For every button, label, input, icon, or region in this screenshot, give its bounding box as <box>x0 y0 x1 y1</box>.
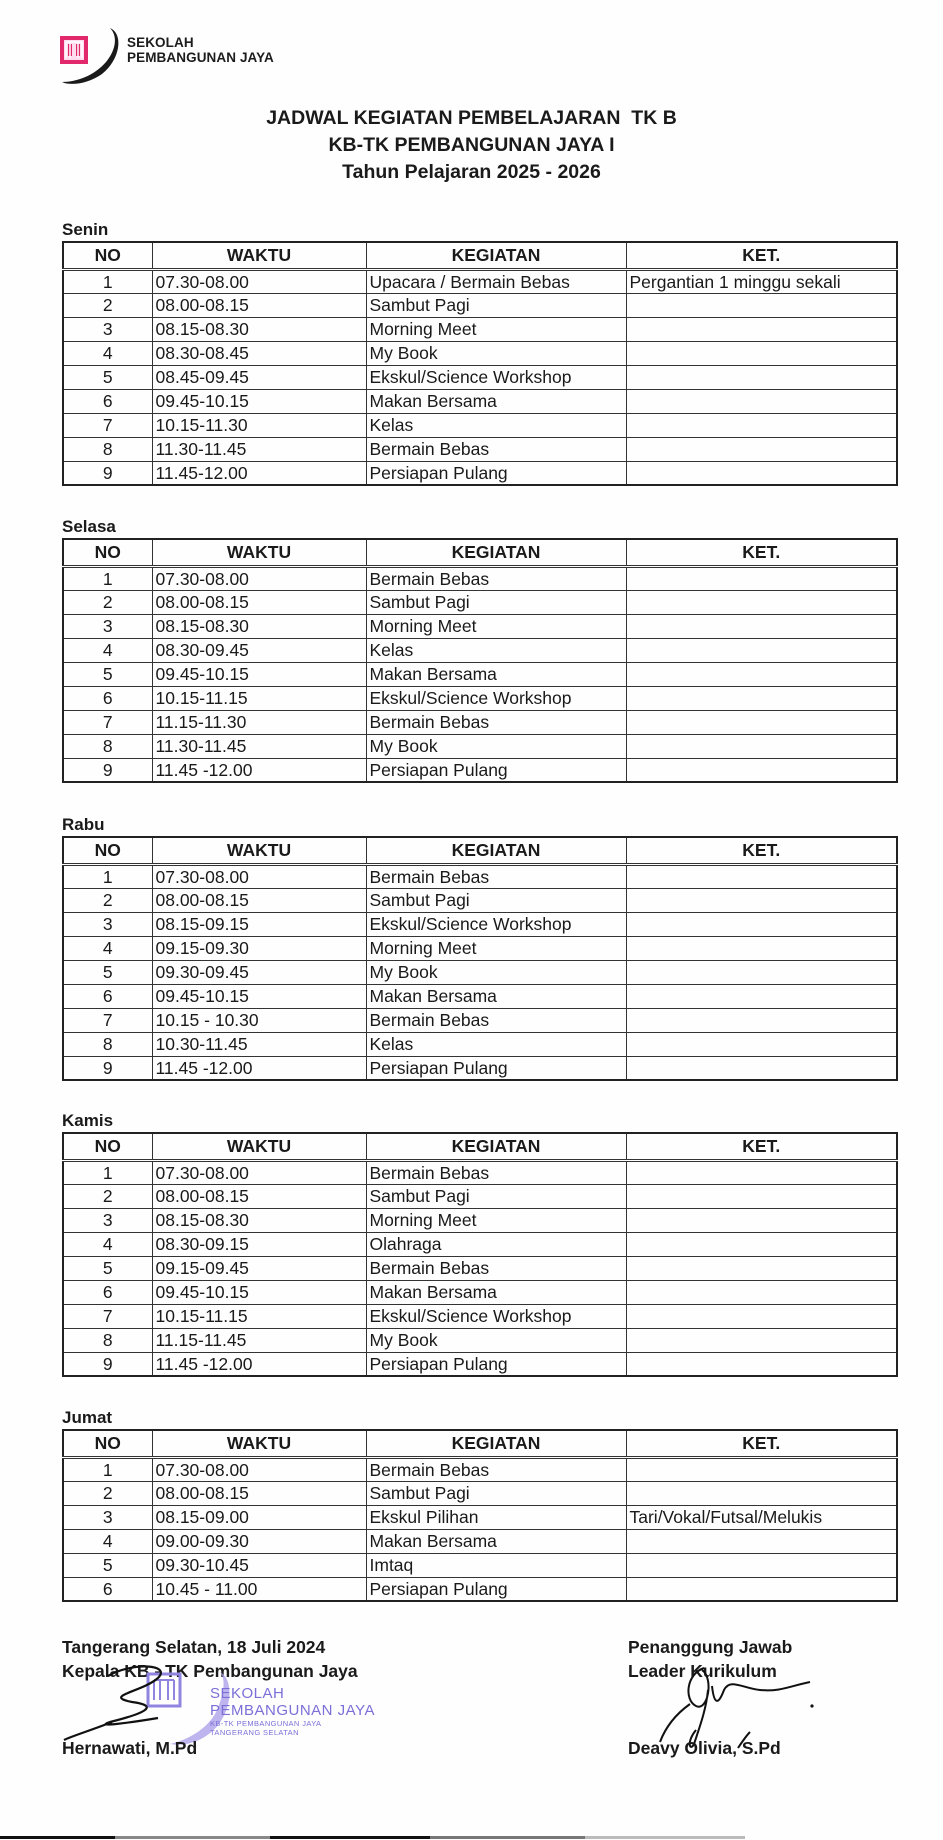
cell-waktu: 09.30-10.45 <box>152 1553 366 1577</box>
cell-ket <box>626 1481 897 1505</box>
signatory-name-right: Deavy Olivia, S.Pd <box>628 1738 781 1758</box>
table-row <box>63 437 897 461</box>
cell-kegiatan: Makan Bersama <box>366 662 626 686</box>
cell-ket <box>626 1160 897 1184</box>
cell-kegiatan: Makan Bersama <box>366 1280 626 1304</box>
cell-waktu: 09.30-09.45 <box>152 960 366 984</box>
cell-waktu: 11.30-11.45 <box>152 734 366 758</box>
cell-waktu: 08.15-08.30 <box>152 1208 366 1232</box>
cell-ket <box>626 365 897 389</box>
col-header-ket: KET. <box>626 242 897 269</box>
stamp-line4: TANGERANG SELATAN <box>210 1728 299 1737</box>
title-right: Penanggung Jawab <box>628 1637 793 1657</box>
cell-kegiatan: Makan Bersama <box>366 389 626 413</box>
cell-ket <box>626 317 897 341</box>
role-left: Kepala KB - TK Pembangunan Jaya <box>62 1661 358 1681</box>
cell-ket <box>626 686 897 710</box>
table-row <box>63 1505 897 1529</box>
cell-ket <box>626 936 897 960</box>
title-line1: JADWAL KEGIATAN PEMBELAJARAN TK B <box>266 107 677 129</box>
document-title <box>0 105 943 186</box>
cell-no: 6 <box>63 1280 152 1304</box>
table-row <box>63 1553 897 1577</box>
col-header-no: NO <box>63 1430 152 1457</box>
table-row <box>63 1457 897 1481</box>
cell-kegiatan: Morning Meet <box>366 1208 626 1232</box>
cell-no: 1 <box>63 1457 152 1481</box>
cell-waktu: 07.30-08.00 <box>152 1160 366 1184</box>
cell-waktu: 11.15-11.45 <box>152 1328 366 1352</box>
cell-kegiatan: Sambut Pagi <box>366 590 626 614</box>
day-section-senin <box>62 220 896 486</box>
cell-waktu: 11.30-11.45 <box>152 437 366 461</box>
table-row <box>63 912 897 936</box>
table-row <box>63 1328 897 1352</box>
col-header-waktu: WAKTU <box>152 242 366 269</box>
cell-no: 4 <box>63 1529 152 1553</box>
school-logo-icon <box>58 26 124 86</box>
cell-ket <box>626 912 897 936</box>
col-header-kegiatan: KEGIATAN <box>366 837 626 864</box>
table-row <box>63 864 897 888</box>
cell-kegiatan: Upacara / Bermain Bebas <box>366 269 626 293</box>
day-section-selasa <box>62 517 896 783</box>
cell-kegiatan: Ekskul Pilihan <box>366 1505 626 1529</box>
cell-ket <box>626 590 897 614</box>
table-row <box>63 389 897 413</box>
cell-ket <box>626 389 897 413</box>
table-row <box>63 662 897 686</box>
cell-kegiatan: Morning Meet <box>366 614 626 638</box>
cell-waktu: 09.00-09.30 <box>152 1529 366 1553</box>
table-row <box>63 365 897 389</box>
day-label: Kamis <box>62 1111 114 1130</box>
signatory-name-left: Hernawati, M.Pd <box>62 1738 198 1758</box>
cell-ket <box>626 960 897 984</box>
cell-waktu: 09.15-09.30 <box>152 936 366 960</box>
table-row <box>63 638 897 662</box>
cell-kegiatan: Sambut Pagi <box>366 1481 626 1505</box>
cell-no: 6 <box>63 984 152 1008</box>
col-header-no: NO <box>63 1133 152 1160</box>
table-row <box>63 1008 897 1032</box>
col-header-ket: KET. <box>626 1133 897 1160</box>
table-header-row <box>63 837 897 864</box>
schedule-table <box>62 1429 898 1602</box>
cell-waktu: 11.45 -12.00 <box>152 1056 366 1080</box>
cell-no: 9 <box>63 1056 152 1080</box>
col-header-kegiatan: KEGIATAN <box>366 1430 626 1457</box>
table-row <box>63 1481 897 1505</box>
table-header-row <box>63 539 897 566</box>
cell-ket <box>626 341 897 365</box>
page-bottom-edge <box>0 1836 943 1839</box>
cell-kegiatan: Imtaq <box>366 1553 626 1577</box>
cell-waktu: 09.15-09.45 <box>152 1256 366 1280</box>
cell-kegiatan: Ekskul/Science Workshop <box>366 1304 626 1328</box>
cell-ket <box>626 293 897 317</box>
cell-kegiatan: Makan Bersama <box>366 1529 626 1553</box>
cell-waktu: 09.45-10.15 <box>152 389 366 413</box>
col-header-kegiatan: KEGIATAN <box>366 242 626 269</box>
stamp-text <box>210 1686 375 1737</box>
cell-no: 5 <box>63 1256 152 1280</box>
day-section-rabu <box>62 815 896 1081</box>
schedule-table <box>62 836 898 1081</box>
table-row <box>63 1056 897 1080</box>
cell-waktu: 11.15-11.30 <box>152 710 366 734</box>
cell-no: 3 <box>63 912 152 936</box>
cell-ket <box>626 888 897 912</box>
table-row <box>63 461 897 485</box>
col-header-ket: KET. <box>626 1430 897 1457</box>
cell-waktu: 09.45-10.15 <box>152 984 366 1008</box>
table-row <box>63 1184 897 1208</box>
cell-no: 8 <box>63 437 152 461</box>
table-header-row <box>63 242 897 269</box>
cell-waktu: 08.30-09.15 <box>152 1232 366 1256</box>
cell-no: 8 <box>63 1328 152 1352</box>
table-row <box>63 960 897 984</box>
cell-no: 5 <box>63 662 152 686</box>
cell-kegiatan: Ekskul/Science Workshop <box>366 912 626 936</box>
table-header-row <box>63 1133 897 1160</box>
cell-ket <box>626 1328 897 1352</box>
cell-no: 7 <box>63 710 152 734</box>
cell-ket <box>626 1529 897 1553</box>
cell-waktu: 08.15-08.30 <box>152 614 366 638</box>
cell-waktu: 08.00-08.15 <box>152 1481 366 1505</box>
cell-no: 3 <box>63 1208 152 1232</box>
cell-kegiatan: Morning Meet <box>366 936 626 960</box>
cell-waktu: 08.15-09.00 <box>152 1505 366 1529</box>
cell-kegiatan: Makan Bersama <box>366 984 626 1008</box>
schedule-table <box>62 241 898 486</box>
cell-ket <box>626 984 897 1008</box>
cell-no: 9 <box>63 461 152 485</box>
table-row <box>63 1529 897 1553</box>
cell-no: 8 <box>63 1032 152 1056</box>
table-row <box>63 1352 897 1376</box>
cell-no: 3 <box>63 614 152 638</box>
cell-ket <box>626 1008 897 1032</box>
cell-no: 2 <box>63 1184 152 1208</box>
cell-waktu: 10.15-11.30 <box>152 413 366 437</box>
cell-waktu: 11.45-12.00 <box>152 461 366 485</box>
cell-waktu: 07.30-08.00 <box>152 1457 366 1481</box>
school-name-line1: SEKOLAH <box>127 35 194 50</box>
col-header-ket: KET. <box>626 837 897 864</box>
table-row <box>63 1577 897 1601</box>
table-row <box>63 1280 897 1304</box>
cell-ket <box>626 638 897 662</box>
cell-kegiatan: Bermain Bebas <box>366 1008 626 1032</box>
cell-ket <box>626 758 897 782</box>
cell-ket <box>626 1032 897 1056</box>
school-name <box>127 35 274 65</box>
cell-no: 5 <box>63 960 152 984</box>
table-row <box>63 566 897 590</box>
cell-ket <box>626 1232 897 1256</box>
col-header-waktu: WAKTU <box>152 1133 366 1160</box>
table-row <box>63 293 897 317</box>
table-row <box>63 317 897 341</box>
place-date: Tangerang Selatan, 18 Juli 2024 <box>62 1637 326 1657</box>
cell-no: 4 <box>63 1232 152 1256</box>
cell-no: 7 <box>63 1304 152 1328</box>
cell-ket <box>626 566 897 590</box>
cell-waktu: 08.45-09.45 <box>152 365 366 389</box>
cell-ket <box>626 1208 897 1232</box>
cell-waktu: 08.00-08.15 <box>152 293 366 317</box>
cell-waktu: 08.00-08.15 <box>152 1184 366 1208</box>
table-row <box>63 341 897 365</box>
col-header-no: NO <box>63 242 152 269</box>
cell-kegiatan: Kelas <box>366 413 626 437</box>
day-label: Senin <box>62 220 109 239</box>
cell-kegiatan: Sambut Pagi <box>366 1184 626 1208</box>
cell-waktu: 11.45 -12.00 <box>152 1352 366 1376</box>
col-header-kegiatan: KEGIATAN <box>366 539 626 566</box>
cell-no: 8 <box>63 734 152 758</box>
cell-kegiatan: My Book <box>366 960 626 984</box>
cell-no: 7 <box>63 1008 152 1032</box>
cell-ket <box>626 1056 897 1080</box>
cell-no: 5 <box>63 1553 152 1577</box>
cell-no: 2 <box>63 888 152 912</box>
cell-no: 1 <box>63 864 152 888</box>
cell-ket <box>626 1280 897 1304</box>
cell-kegiatan: Ekskul/Science Workshop <box>366 365 626 389</box>
cell-no: 4 <box>63 341 152 365</box>
cell-ket <box>626 734 897 758</box>
day-label: Jumat <box>62 1408 113 1427</box>
cell-no: 1 <box>63 269 152 293</box>
cell-ket <box>626 1553 897 1577</box>
col-header-waktu: WAKTU <box>152 1430 366 1457</box>
cell-no: 2 <box>63 1481 152 1505</box>
col-header-kegiatan: KEGIATAN <box>366 1133 626 1160</box>
cell-kegiatan: Persiapan Pulang <box>366 1352 626 1376</box>
col-header-no: NO <box>63 539 152 566</box>
cell-ket <box>626 437 897 461</box>
cell-ket: Tari/Vokal/Futsal/Melukis <box>626 1505 897 1529</box>
cell-ket <box>626 1256 897 1280</box>
cell-ket <box>626 1457 897 1481</box>
cell-waktu: 08.15-08.30 <box>152 317 366 341</box>
cell-waktu: 10.15-11.15 <box>152 1304 366 1328</box>
cell-waktu: 10.45 - 11.00 <box>152 1577 366 1601</box>
cell-ket <box>626 1577 897 1601</box>
cell-waktu: 08.00-08.15 <box>152 888 366 912</box>
signature-block-right <box>628 1635 792 1683</box>
cell-no: 3 <box>63 1505 152 1529</box>
cell-kegiatan: Bermain Bebas <box>366 1160 626 1184</box>
school-name-line2: PEMBANGUNAN JAYA <box>127 50 274 65</box>
cell-kegiatan: My Book <box>366 341 626 365</box>
cell-no: 6 <box>63 389 152 413</box>
col-header-ket: KET. <box>626 539 897 566</box>
cell-ket <box>626 662 897 686</box>
table-row <box>63 614 897 638</box>
cell-kegiatan: Persiapan Pulang <box>366 461 626 485</box>
cell-kegiatan: Bermain Bebas <box>366 864 626 888</box>
cell-kegiatan: Sambut Pagi <box>366 293 626 317</box>
cell-waktu: 08.30-09.45 <box>152 638 366 662</box>
table-row <box>63 936 897 960</box>
day-section-kamis <box>62 1111 896 1377</box>
cell-no: 9 <box>63 758 152 782</box>
cell-no: 2 <box>63 590 152 614</box>
cell-no: 2 <box>63 293 152 317</box>
cell-kegiatan: Persiapan Pulang <box>366 1577 626 1601</box>
title-line2: KB-TK PEMBANGUNAN JAYA I <box>328 134 615 156</box>
cell-kegiatan: Kelas <box>366 1032 626 1056</box>
cell-kegiatan: Bermain Bebas <box>366 566 626 590</box>
table-row <box>63 734 897 758</box>
cell-kegiatan: My Book <box>366 734 626 758</box>
cell-waktu: 08.30-08.45 <box>152 341 366 365</box>
cell-ket <box>626 710 897 734</box>
cell-waktu: 10.30-11.45 <box>152 1032 366 1056</box>
cell-waktu: 08.00-08.15 <box>152 590 366 614</box>
cell-kegiatan: Persiapan Pulang <box>366 758 626 782</box>
table-row <box>63 590 897 614</box>
cell-kegiatan: Morning Meet <box>366 317 626 341</box>
cell-ket <box>626 614 897 638</box>
table-row <box>63 888 897 912</box>
table-row <box>63 758 897 782</box>
day-label: Rabu <box>62 815 105 834</box>
schedule-table <box>62 1132 898 1377</box>
cell-kegiatan: Bermain Bebas <box>366 437 626 461</box>
table-row <box>63 1208 897 1232</box>
cell-ket <box>626 1184 897 1208</box>
col-header-no: NO <box>63 837 152 864</box>
cell-no: 9 <box>63 1352 152 1376</box>
table-row <box>63 413 897 437</box>
cell-waktu: 09.45-10.15 <box>152 662 366 686</box>
cell-waktu: 07.30-08.00 <box>152 269 366 293</box>
cell-kegiatan: Kelas <box>366 638 626 662</box>
cell-no: 6 <box>63 1577 152 1601</box>
cell-kegiatan: Sambut Pagi <box>366 888 626 912</box>
cell-kegiatan: Bermain Bebas <box>366 1256 626 1280</box>
table-row <box>63 1256 897 1280</box>
col-header-waktu: WAKTU <box>152 837 366 864</box>
cell-ket <box>626 413 897 437</box>
cell-ket <box>626 461 897 485</box>
cell-waktu: 07.30-08.00 <box>152 566 366 590</box>
cell-waktu: 07.30-08.00 <box>152 864 366 888</box>
table-row <box>63 1304 897 1328</box>
schedule-table <box>62 538 898 783</box>
title-line3: Tahun Pelajaran 2025 - 2026 <box>342 161 601 183</box>
stamp-line3: KB-TK PEMBANGUNAN JAYA <box>210 1719 322 1728</box>
stamp-line1: SEKOLAH <box>210 1685 285 1702</box>
cell-waktu: 10.15 - 10.30 <box>152 1008 366 1032</box>
cell-kegiatan: Ekskul/Science Workshop <box>366 686 626 710</box>
col-header-waktu: WAKTU <box>152 539 366 566</box>
cell-no: 1 <box>63 1160 152 1184</box>
cell-no: 4 <box>63 638 152 662</box>
cell-kegiatan: My Book <box>366 1328 626 1352</box>
cell-no: 4 <box>63 936 152 960</box>
day-label: Selasa <box>62 517 116 536</box>
cell-ket <box>626 1352 897 1376</box>
cell-waktu: 09.45-10.15 <box>152 1280 366 1304</box>
cell-waktu: 11.45 -12.00 <box>152 758 366 782</box>
cell-ket: Pergantian 1 minggu sekali <box>626 269 897 293</box>
cell-waktu: 10.15-11.15 <box>152 686 366 710</box>
cell-no: 5 <box>63 365 152 389</box>
table-row <box>63 1032 897 1056</box>
cell-ket <box>626 1304 897 1328</box>
cell-kegiatan: Olahraga <box>366 1232 626 1256</box>
role-right: Leader Kurikulum <box>628 1661 777 1681</box>
cell-kegiatan: Bermain Bebas <box>366 1457 626 1481</box>
cell-kegiatan: Persiapan Pulang <box>366 1056 626 1080</box>
table-row <box>63 1160 897 1184</box>
cell-no: 1 <box>63 566 152 590</box>
table-row <box>63 710 897 734</box>
table-row <box>63 984 897 1008</box>
table-header-row <box>63 1430 897 1457</box>
cell-kegiatan: Bermain Bebas <box>366 710 626 734</box>
table-row <box>63 686 897 710</box>
cell-waktu: 08.15-09.15 <box>152 912 366 936</box>
cell-no: 7 <box>63 413 152 437</box>
cell-no: 6 <box>63 686 152 710</box>
cell-ket <box>626 864 897 888</box>
table-row <box>63 1232 897 1256</box>
cell-no: 3 <box>63 317 152 341</box>
day-section-jumat <box>62 1408 896 1602</box>
table-row <box>63 269 897 293</box>
stamp-line2: PEMBANGUNAN JAYA <box>210 1702 375 1719</box>
